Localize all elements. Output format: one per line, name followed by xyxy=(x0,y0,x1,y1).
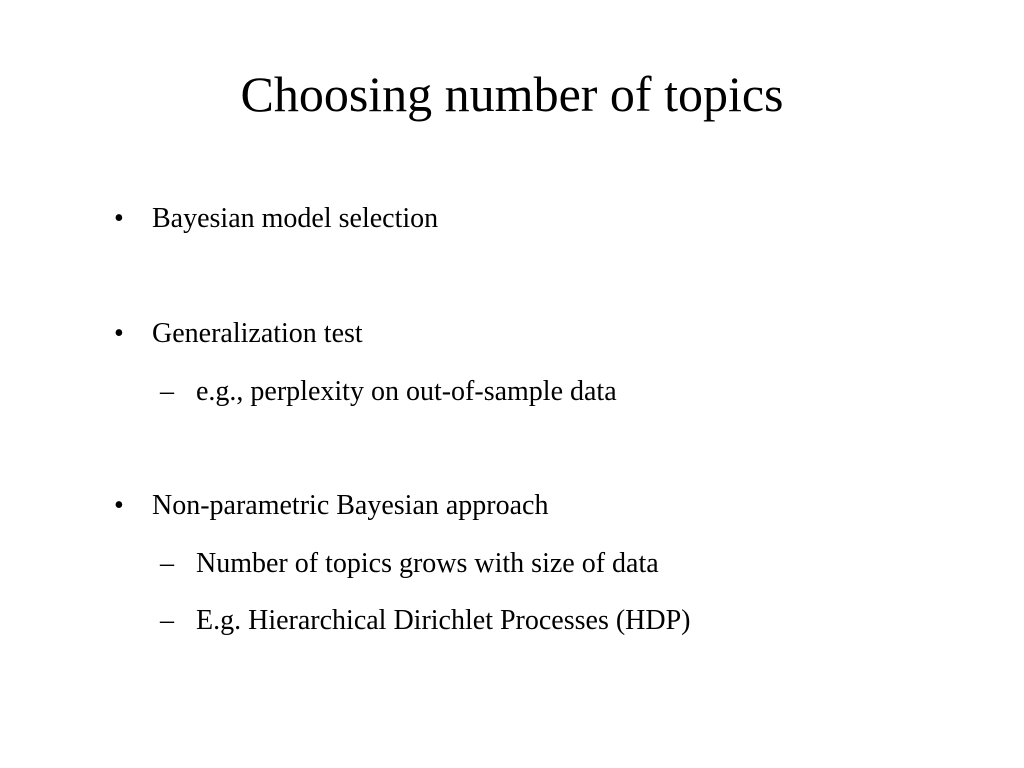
sub-bullet-marker: – xyxy=(160,548,174,579)
sub-bullet-item: Number of topics grows with size of data xyxy=(196,548,659,579)
bullet-item: Non-parametric Bayesian approach xyxy=(152,490,549,521)
bullet-marker: • xyxy=(114,490,124,521)
bullet-item: Generalization test xyxy=(152,318,363,349)
bullet-marker: • xyxy=(114,318,124,349)
sub-bullet-item: e.g., perplexity on out-of-sample data xyxy=(196,376,617,407)
sub-bullet-marker: – xyxy=(160,376,174,407)
bullet-item: Bayesian model selection xyxy=(152,203,439,234)
sub-bullet-item: E.g. Hierarchical Dirichlet Processes (HDP) xyxy=(196,605,691,636)
bullet-marker: • xyxy=(114,203,124,234)
sub-bullet-marker: – xyxy=(160,605,174,636)
slide-title: Choosing number of topics xyxy=(240,66,784,122)
